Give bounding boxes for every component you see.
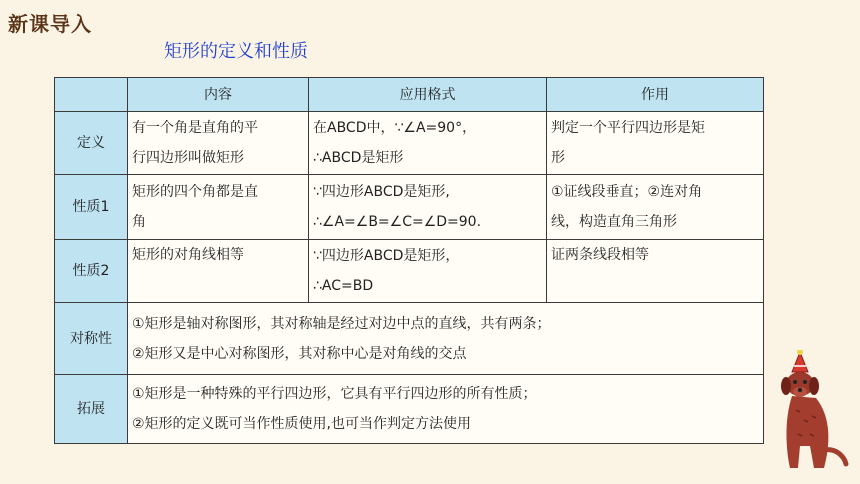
content-line: 行四边形叫做矩形 [132,150,244,166]
format-line: ∵四边形ABCD是矩形， [313,248,460,264]
table-header-row [55,78,764,112]
header-cell-content: 内容 [128,78,309,112]
format-line: ∴AC=BD [313,278,374,294]
format-line: ∵四边形ABCD是矩形, [313,184,450,200]
content-line: 矩形的对角线相等 [132,247,244,263]
table-row-extension [55,375,764,444]
usage-line: 判定一个平行四边形是矩 [551,120,705,136]
usage-cell [547,240,764,303]
content-cell [128,175,309,240]
table-row-property-1 [55,175,764,240]
section-subtitle: 矩形的定义和性质 [164,41,308,62]
format-line: 在ABCD中，∵∠A=90°， [313,120,477,136]
symmetry-line: ②矩形又是中心对称图形，其对称中心是对角线的交点 [132,345,467,362]
content-line: 矩形的四个角都是直 [132,184,258,200]
format-cell [309,175,547,240]
header-cell-usage: 作用 [547,78,764,112]
format-cell [309,112,547,175]
page-title: 新课导入 [8,12,92,36]
format-cell [309,240,547,303]
content-line: 有一个角是直角的平 [132,120,258,136]
table-row-definition [55,112,764,175]
symmetry-line: ①矩形是轴对称图形，其对称轴是经过对边中点的直线，共有两条； [132,315,551,332]
content-cell [128,112,309,175]
usage-line: ①证线段垂直；②连对角 [551,184,703,200]
usage-cell [547,112,764,175]
row-label: 拓展 [55,375,128,444]
row-label: 对称性 [55,303,128,375]
row-label: 定义 [55,112,128,175]
extension-line: ①矩形是一种特殊的平行四边形，它具有平行四边形的所有性质； [132,386,537,402]
row-label: 性质1 [55,175,128,240]
symmetry-cell [128,303,764,375]
header-cell-format: 应用格式 [309,78,547,112]
cartoon-dog-icon [770,350,850,480]
format-line: ∴∠A=∠B=∠C=∠D=90. [313,214,482,230]
extension-cell [128,375,764,444]
usage-line: 证两条线段相等 [551,247,649,263]
row-label: 性质2 [55,240,128,303]
content-cell [128,240,309,303]
extension-line: ②矩形的定义既可当作性质使用,也可当作判定方法使用 [132,416,471,432]
content-line: 角 [132,214,146,230]
usage-line: 形 [551,150,565,166]
header-cell-empty [55,78,128,112]
usage-cell [547,175,764,240]
table-row-property-2 [55,240,764,303]
rectangle-properties-table [54,77,764,444]
format-line: ∴ABCD是矩形 [313,150,404,166]
usage-line: 线，构造直角三角形 [551,214,677,230]
table-row-symmetry [55,303,764,375]
